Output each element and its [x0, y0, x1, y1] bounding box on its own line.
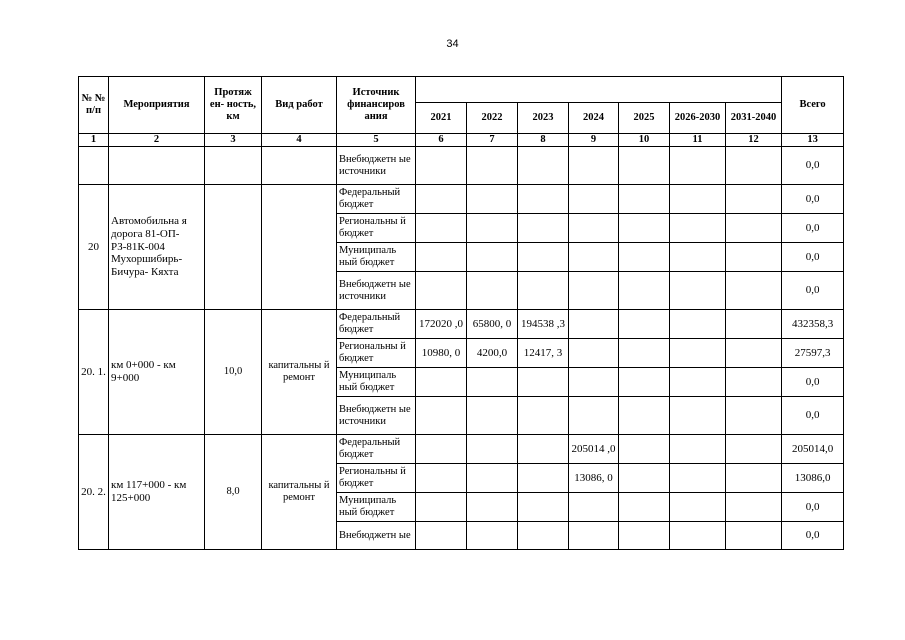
year-value: [670, 522, 726, 550]
year-value: [518, 147, 569, 185]
length-km: 10,0: [205, 310, 262, 435]
total-value: 0,0: [782, 397, 844, 435]
year-value: [467, 522, 518, 550]
year-value: [726, 522, 782, 550]
year-value: [416, 214, 467, 243]
year-value: [467, 272, 518, 310]
year-value: [670, 272, 726, 310]
funding-source: Региональны й бюджет: [337, 214, 416, 243]
header-year: 2024: [569, 103, 619, 134]
column-number: 8: [518, 134, 569, 147]
year-value: [518, 185, 569, 214]
year-value: [518, 464, 569, 493]
year-value: [670, 464, 726, 493]
header-year: 2021: [416, 103, 467, 134]
column-number: 5: [337, 134, 416, 147]
year-value: [726, 435, 782, 464]
year-value: [619, 147, 670, 185]
header-year: 2031-2040: [726, 103, 782, 134]
funding-source: Внебюджетн ые источники: [337, 272, 416, 310]
year-value: [670, 214, 726, 243]
year-value: 205014 ,0: [569, 435, 619, 464]
header-work-type: Вид работ: [262, 77, 337, 134]
table-body: [79, 147, 844, 550]
row-number: 20. 2.: [79, 435, 109, 550]
header-total: Всего: [782, 77, 844, 134]
year-value: [726, 339, 782, 368]
header-source: Источник финансиров ания: [337, 77, 416, 134]
year-value: 10980, 0: [416, 339, 467, 368]
table-row: [79, 310, 844, 339]
year-value: [467, 185, 518, 214]
year-value: [569, 397, 619, 435]
year-value: [619, 368, 670, 397]
header-event: Мероприятия: [109, 77, 205, 134]
work-type: [262, 147, 337, 185]
year-value: [467, 368, 518, 397]
year-value: [670, 397, 726, 435]
year-value: [518, 435, 569, 464]
year-value: [569, 243, 619, 272]
year-value: 4200,0: [467, 339, 518, 368]
year-value: [569, 339, 619, 368]
year-value: [416, 185, 467, 214]
year-value: [569, 493, 619, 522]
year-value: [726, 464, 782, 493]
year-value: [619, 243, 670, 272]
length-km: [205, 185, 262, 310]
event-name: [109, 147, 205, 185]
year-value: [670, 435, 726, 464]
year-value: [518, 243, 569, 272]
column-number: 2: [109, 134, 205, 147]
year-value: [619, 464, 670, 493]
table-row: [79, 435, 844, 464]
column-number: 13: [782, 134, 844, 147]
year-value: [670, 185, 726, 214]
funding-source: Муниципаль ный бюджет: [337, 243, 416, 272]
year-value: [416, 147, 467, 185]
year-value: [518, 272, 569, 310]
total-value: 27597,3: [782, 339, 844, 368]
year-value: [467, 493, 518, 522]
year-value: 13086, 0: [569, 464, 619, 493]
financing-table: [78, 76, 844, 550]
row-number: 20: [79, 185, 109, 310]
year-value: [518, 522, 569, 550]
work-type: капитальны й ремонт: [262, 310, 337, 435]
year-value: [518, 214, 569, 243]
year-value: [619, 214, 670, 243]
year-value: [569, 368, 619, 397]
funding-source: Региональны й бюджет: [337, 339, 416, 368]
event-name: Автомобильна я дорога 81-ОП-РЗ-81К-004 Мухоршибирь-Бичура- Кяхта: [109, 185, 205, 310]
total-value: 13086,0: [782, 464, 844, 493]
year-value: [416, 397, 467, 435]
year-value: [518, 397, 569, 435]
total-value: 432358,3: [782, 310, 844, 339]
year-value: 172020 ,0: [416, 310, 467, 339]
total-value: 0,0: [782, 185, 844, 214]
year-value: [467, 464, 518, 493]
year-value: [416, 435, 467, 464]
year-value: [619, 310, 670, 339]
year-value: [416, 464, 467, 493]
table-row: [79, 147, 844, 185]
year-value: [569, 214, 619, 243]
year-value: 194538 ,3: [518, 310, 569, 339]
year-value: [726, 368, 782, 397]
funding-source: Внебюджетн ые источники: [337, 397, 416, 435]
year-value: [569, 310, 619, 339]
year-value: [619, 493, 670, 522]
funding-source: Внебюджетн ые: [337, 522, 416, 550]
year-value: [726, 185, 782, 214]
year-value: [726, 147, 782, 185]
header-year: 2025: [619, 103, 670, 134]
year-value: [670, 339, 726, 368]
year-value: [670, 493, 726, 522]
year-value: [416, 493, 467, 522]
total-value: 0,0: [782, 368, 844, 397]
total-value: 0,0: [782, 493, 844, 522]
year-value: [619, 435, 670, 464]
funding-source: Внебюджетн ые источники: [337, 147, 416, 185]
header-year: 2023: [518, 103, 569, 134]
year-value: [726, 214, 782, 243]
year-value: [569, 272, 619, 310]
year-value: 65800, 0: [467, 310, 518, 339]
event-name: км 117+000 - км 125+000: [109, 435, 205, 550]
year-value: [619, 522, 670, 550]
year-value: [467, 147, 518, 185]
total-value: 0,0: [782, 147, 844, 185]
year-value: [619, 185, 670, 214]
funding-source: Муниципаль ный бюджет: [337, 493, 416, 522]
column-number: 6: [416, 134, 467, 147]
column-number: 4: [262, 134, 337, 147]
column-number: 7: [467, 134, 518, 147]
event-name: км 0+000 - км 9+000: [109, 310, 205, 435]
header-years-group: [416, 77, 782, 103]
work-type: капитальны й ремонт: [262, 435, 337, 550]
year-value: [416, 522, 467, 550]
year-value: [416, 272, 467, 310]
column-numbers-row: [79, 134, 844, 147]
year-value: [467, 214, 518, 243]
year-value: [569, 185, 619, 214]
year-value: [726, 243, 782, 272]
column-number: 11: [670, 134, 726, 147]
year-value: [467, 435, 518, 464]
total-value: 0,0: [782, 243, 844, 272]
total-value: 0,0: [782, 272, 844, 310]
header-year: 2022: [467, 103, 518, 134]
year-value: [619, 397, 670, 435]
header-year: 2026-2030: [670, 103, 726, 134]
year-value: [467, 243, 518, 272]
year-value: [670, 243, 726, 272]
year-value: [670, 368, 726, 397]
column-number: 1: [79, 134, 109, 147]
year-value: [569, 147, 619, 185]
length-km: 8,0: [205, 435, 262, 550]
work-type: [262, 185, 337, 310]
total-value: 205014,0: [782, 435, 844, 464]
page-number: 34: [446, 38, 459, 50]
year-value: [518, 493, 569, 522]
header-length: Протяж ен- ность, км: [205, 77, 262, 134]
year-value: [569, 522, 619, 550]
year-value: [467, 397, 518, 435]
year-value: 12417, 3: [518, 339, 569, 368]
column-number: 12: [726, 134, 782, 147]
funding-source: Муниципаль ный бюджет: [337, 368, 416, 397]
funding-source: Федеральный бюджет: [337, 185, 416, 214]
funding-source: Региональны й бюджет: [337, 464, 416, 493]
year-value: [726, 310, 782, 339]
total-value: 0,0: [782, 214, 844, 243]
funding-source: Федеральный бюджет: [337, 435, 416, 464]
column-number: 9: [569, 134, 619, 147]
total-value: 0,0: [782, 522, 844, 550]
year-value: [670, 147, 726, 185]
column-number: 10: [619, 134, 670, 147]
year-value: [726, 272, 782, 310]
row-number: 20. 1.: [79, 310, 109, 435]
year-value: [619, 339, 670, 368]
year-value: [670, 310, 726, 339]
year-value: [726, 397, 782, 435]
table-row: [79, 185, 844, 214]
year-value: [619, 272, 670, 310]
funding-source: Федеральный бюджет: [337, 310, 416, 339]
year-value: [416, 243, 467, 272]
column-number: 3: [205, 134, 262, 147]
row-number: [79, 147, 109, 185]
year-value: [726, 493, 782, 522]
length-km: [205, 147, 262, 185]
year-value: [518, 368, 569, 397]
year-value: [416, 368, 467, 397]
header-num: № № п/п: [79, 77, 109, 134]
